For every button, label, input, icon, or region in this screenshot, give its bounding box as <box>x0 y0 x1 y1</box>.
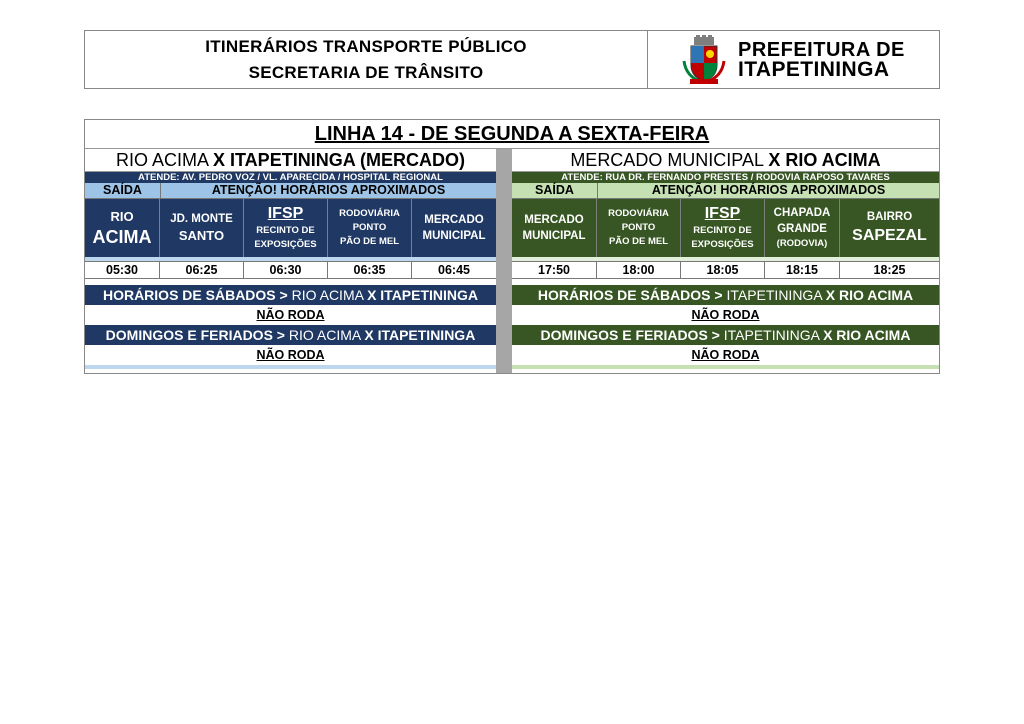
approximate-times-note: ATENÇÃO! HORÁRIOS APROXIMADOS <box>651 183 886 197</box>
saturday-status: NÃO RODA <box>512 305 939 325</box>
time-cell: 06:35 <box>328 262 412 278</box>
document-header <box>84 30 940 89</box>
logo-line1: PREFEITURA DE <box>738 38 905 61</box>
stop-rodoviaria: RODOVIÁRIA PONTO PÃO DE MEL <box>597 199 681 257</box>
sunday-holiday-heading: DOMINGOS E FERIADOS > RIO ACIMA X ITAPETININGA <box>85 325 496 345</box>
time-cell: 06:45 <box>438 263 470 277</box>
stop-rio-acima: RIO ACIMA <box>85 199 160 257</box>
stop-chapada-grande: CHAPADA GRANDE (RODOVIA) <box>765 199 840 257</box>
logo-text <box>738 40 905 80</box>
stop-bairro-sapezal: BAIRRO SAPEZAL <box>840 199 939 257</box>
stops-row <box>512 199 939 257</box>
prefeitura-logo <box>648 31 939 88</box>
times-row <box>85 261 496 279</box>
time-cell: 06:25 <box>160 262 244 278</box>
sunday-holiday-status: NÃO RODA <box>85 345 496 365</box>
saturday-heading: HORÁRIOS DE SÁBADOS > RIO ACIMA X ITAPETININGA <box>85 285 496 305</box>
time-cell: 18:00 <box>597 262 681 278</box>
footer-strip <box>512 365 939 369</box>
time-cell: 18:05 <box>681 262 765 278</box>
header-bar <box>512 183 939 199</box>
time-cell: 06:30 <box>244 262 328 278</box>
departure-label: SAÍDA <box>512 183 598 198</box>
route-heading: RIO ACIMA X ITAPETININGA (MERCADO) <box>85 149 496 172</box>
header-title-block <box>85 31 648 88</box>
footer-strip <box>85 365 496 369</box>
header-line1: ITINERÁRIOS TRANSPORTE PÚBLICO <box>205 36 527 56</box>
departure-label: SAÍDA <box>85 183 161 198</box>
approximate-times-note: ATENÇÃO! HORÁRIOS APROXIMADOS <box>211 183 446 197</box>
sunday-holiday-heading: DOMINGOS E FERIADOS > ITAPETININGA X RIO ACIMA <box>512 325 939 345</box>
time-cell: 18:25 <box>873 263 906 277</box>
logo-line2: ITAPETININGA <box>738 57 890 81</box>
times-row <box>512 261 939 279</box>
return-schedule <box>512 149 939 373</box>
stop-mercado-municipal: MERCADO MUNICIPAL <box>512 199 597 257</box>
stop-ifsp: IFSP RECINTO DE EXPOSIÇÕES <box>681 199 765 257</box>
stop-jd-monte-santo: JD. MONTE SANTO <box>160 199 244 257</box>
header-bar <box>85 183 496 199</box>
table-title: LINHA 14 - DE SEGUNDA A SEXTA-FEIRA <box>85 120 939 149</box>
time-cell: 18:15 <box>765 262 840 278</box>
column-divider <box>496 149 512 373</box>
sunday-holiday-status: NÃO RODA <box>512 345 939 365</box>
stops-row <box>85 199 496 257</box>
schedule-table <box>84 119 940 374</box>
municipal-crest-icon <box>682 35 726 85</box>
route-heading: MERCADO MUNICIPAL X RIO ACIMA <box>512 149 939 172</box>
saturday-status: NÃO RODA <box>85 305 496 325</box>
stop-mercado-municipal: MERCADO MUNICIPAL <box>412 199 496 257</box>
time-cell: 17:50 <box>512 262 597 278</box>
header-line2: SECRETARIA DE TRÂNSITO <box>248 62 484 82</box>
stop-ifsp: IFSP RECINTO DE EXPOSIÇÕES <box>244 199 328 257</box>
serves-note: ATENDE: AV. PEDRO VOZ / VL. APARECIDA / HOSPITAL REGIONAL <box>85 172 496 183</box>
stop-rodoviaria: RODOVIÁRIA PONTO PÃO DE MEL <box>328 199 412 257</box>
serves-note: ATENDE: RUA DR. FERNANDO PRESTES / RODOVIA RAPOSO TAVARES <box>512 172 939 183</box>
saturday-heading: HORÁRIOS DE SÁBADOS > ITAPETININGA X RIO ACIMA <box>512 285 939 305</box>
time-cell: 05:30 <box>85 262 160 278</box>
outbound-schedule <box>85 149 496 373</box>
